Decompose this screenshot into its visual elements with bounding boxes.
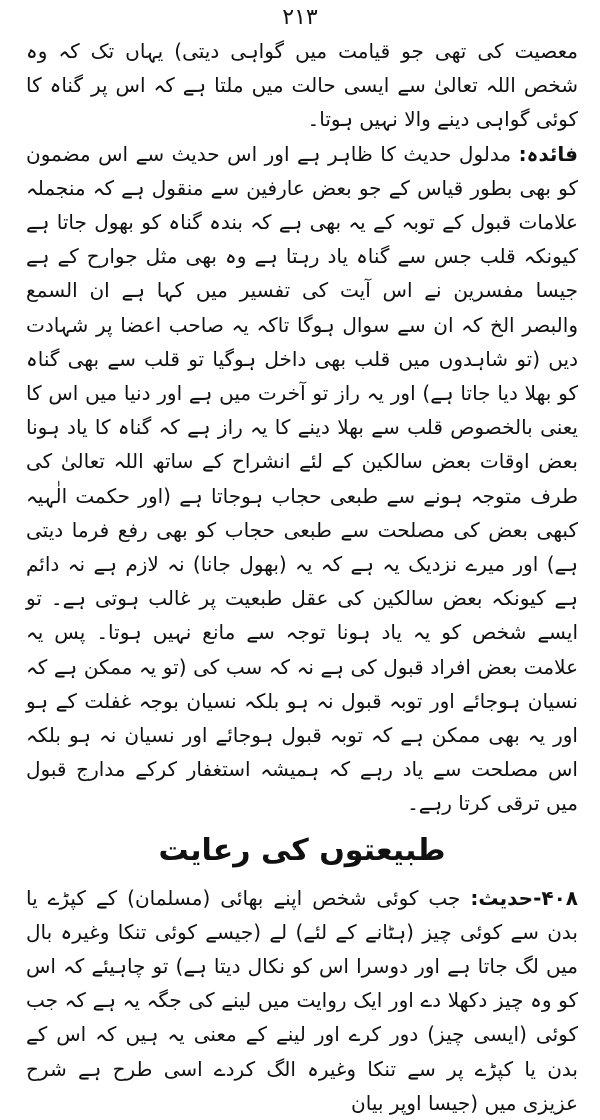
paragraph-continuation: معصیت کی تھی جو قیامت میں گواہی دیتی) یہاں تک کہ وہ شخص اللہ تعالیٰ سے ایسی حالت میں ملتا ہے کہ اس پر گناہ کا کوئی گواہی دینے والا نہیں ہوتا۔ bbox=[26, 39, 578, 132]
hadith-paragraph bbox=[26, 881, 578, 1120]
section-heading: طبیعتوں کی رعایت bbox=[158, 832, 446, 868]
hadith-label: حدیث: bbox=[470, 885, 534, 910]
page-body bbox=[26, 34, 578, 1120]
page-number: ۲۱۳ bbox=[282, 5, 318, 30]
faida-label: فائدہ: bbox=[518, 141, 579, 166]
hadith-text: جب کوئی شخص اپنے بھائی (مسلمان) کے کپڑے یا بدن سے کوئی چیز (ہٹانے کے لئے) لے (جیسے کوئی تنکا وغیرہ بال میں لگ جاتا ہے اور دوسرا اس کو نکال دیتا ہے) تو چاہیئے کہ اس کو وہ چیز دکھلا دے اور ایک روایت میں لینے کی جگہ یہ ہے کہ جب کوئی (ایسی چیز) دور کرے اور لینے کے معنی یہ ہیں کہ اس کے بدن یا کپڑے پر سے تنکا وغیرہ الگ کردے اسی طرح ہے شرح عزیزی میں (جیسا اوپر بیان bbox=[26, 885, 578, 1115]
hadith-number: ۴۰۸- bbox=[533, 885, 578, 910]
faida-text: مدلول حدیث کا ظاہر ہے اور اس حدیث سے اس مضمون کو بھی بطور قیاس کے جو بعض عارفین سے منقول ہے کہ منجملہ علامات قبول کے توبہ کے یہ بھی ہے کہ بندہ گناہ کو بھول جاتا ہے کیونکہ قلب جس سے گناہ یاد رہتا ہے وہ بھی مثل جوارح کے ہے جیسا مفسرین نے اس آیت کی تفسیر میں کہا ہے ان السمع والبصر الخ کہ ان سے سوال ہوگا تاکہ یہ صاحب اعضا پر شہادت دیں (تو شاہدوں میں قلب بھی داخل ہوگیا تو قلب سے بھی گناہ کو بھلا دیا جاتا ہے) اور یہ راز تو آخرت میں ہے اور دنیا میں اس کا یعنی بالخصوص قلب سے بھلا دینے کا یہ راز ہے کہ گناہ کا یاد ہونا بعض اوقات بعض سالکین کے لئے انشراح کے ساتھ اللہ تعالیٰ کی طرف متوجہ ہونے سے طبعی حجاب ہوجاتا ہے (اور حکمت الٰہیہ کبھی بعض کی مصلحت سے طبعی حجاب کو بھی رفع فرما دیتی ہے) اور میرے نزدیک یہ ہے کہ یہ (بھول جانا) نہ لازم ہے نہ دائم ہے کیونکہ بعض سالکین کی عقل طبعیت پر غالب ہوتی ہے۔ تو ایسے شخص کو یہ یاد ہونا توجہ سے مانع نہیں ہوتا۔ پس یہ علامت بعض افراد قبول کی ہے نہ کہ سب کی (تو یہ ممکن ہے کہ نسیان ہوجائے اور توبہ قبول نہ ہو بلکہ نسیان بوجہ غفلت کے ہو اور یہ بھی ممکن ہے کہ توبہ قبول ہوجائے اور نسیان نہ ہو بلکہ اس مصلحت سے یاد رہے کہ ہمیشہ استغفار کرکے مدارج قبول میں ترقی کرتا رہے۔ bbox=[26, 141, 578, 816]
faida-paragraph bbox=[26, 137, 578, 821]
